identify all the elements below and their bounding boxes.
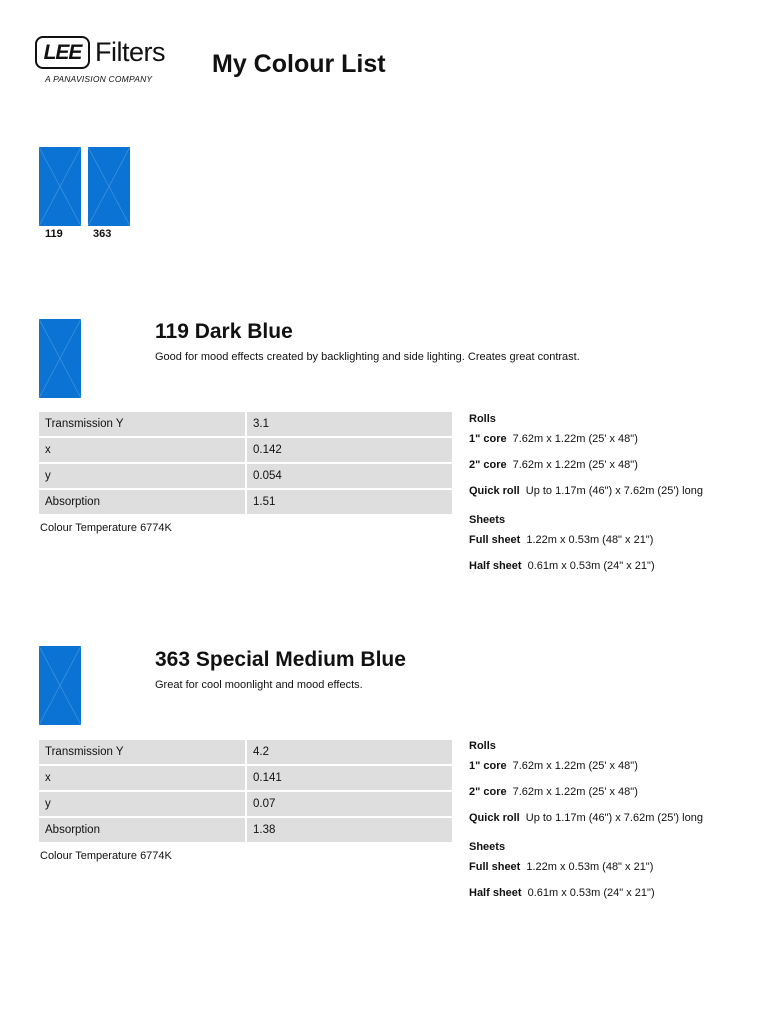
table-row [39, 490, 452, 514]
thumbnail-label-119: 119 [45, 228, 63, 240]
roll-spec-row [469, 485, 703, 497]
property-key: Transmission Y [39, 740, 247, 764]
property-value: 0.142 [247, 438, 452, 462]
spec-label: Half sheet [469, 560, 522, 572]
spec-value: 0.61m x 0.53m (24" x 21") [527, 887, 655, 899]
swatch-pattern-icon [39, 646, 81, 725]
property-key: y [39, 464, 247, 488]
colour-temperature: Colour Temperature 6774K [40, 522, 172, 534]
rolls-heading: Rolls [469, 740, 496, 752]
spec-label: Quick roll [469, 812, 520, 824]
spec-value: 0.61m x 0.53m (24" x 21") [527, 560, 655, 572]
filter-title: 363 Special Medium Blue [155, 648, 406, 671]
property-key: x [39, 766, 247, 790]
property-value: 3.1 [247, 412, 452, 436]
property-value: 0.141 [247, 766, 452, 790]
filter-title: 119 Dark Blue [155, 320, 293, 343]
spec-value: 1.22m x 0.53m (48" x 21") [526, 861, 654, 873]
sheet-spec-row [469, 861, 653, 873]
spec-label: Full sheet [469, 534, 521, 546]
table-row [39, 792, 452, 816]
sheets-heading: Sheets [469, 841, 506, 853]
property-value: 0.07 [247, 792, 452, 816]
thumbnail-swatch-119[interactable] [39, 147, 81, 226]
table-row [39, 818, 452, 842]
roll-spec-row [469, 459, 638, 471]
property-key: Absorption [39, 818, 247, 842]
sheet-spec-row [469, 887, 655, 899]
thumbnail-swatch-363[interactable] [88, 147, 130, 226]
spec-label: 1" core [469, 433, 507, 445]
swatch-pattern-icon [39, 319, 81, 398]
roll-spec-row [469, 786, 638, 798]
sheets-heading: Sheets [469, 514, 506, 526]
table-row [39, 740, 452, 764]
spec-label: 2" core [469, 786, 507, 798]
property-value: 1.38 [247, 818, 452, 842]
spec-label: Full sheet [469, 861, 521, 873]
spec-value: 7.62m x 1.22m (25' x 48") [512, 786, 638, 798]
swatch-pattern-icon [88, 147, 130, 226]
filter-properties-table [39, 410, 452, 516]
property-key: Absorption [39, 490, 247, 514]
spec-value: Up to 1.17m (46") x 7.62m (25') long [525, 812, 703, 824]
logo-tagline: A PANAVISION COMPANY [45, 74, 153, 84]
spec-value: 7.62m x 1.22m (25' x 48") [512, 459, 638, 471]
page-title: My Colour List [212, 50, 386, 78]
property-key: y [39, 792, 247, 816]
roll-spec-row [469, 760, 638, 772]
lee-filters-logo [35, 36, 185, 88]
spec-value: 7.62m x 1.22m (25' x 48") [512, 760, 638, 772]
logo-box-text: LEE [35, 36, 90, 69]
logo-word-text: Filters [95, 37, 165, 67]
table-row [39, 438, 452, 462]
spec-label: 1" core [469, 760, 507, 772]
property-key: Transmission Y [39, 412, 247, 436]
property-key: x [39, 438, 247, 462]
filter-swatch-119 [39, 319, 81, 398]
swatch-pattern-icon [39, 147, 81, 226]
spec-label: 2" core [469, 459, 507, 471]
spec-label: Quick roll [469, 485, 520, 497]
table-row [39, 464, 452, 488]
thumbnail-label-363: 363 [93, 228, 112, 240]
property-value: 4.2 [247, 740, 452, 764]
colour-temperature: Colour Temperature 6774K [40, 850, 172, 862]
filter-properties-table [39, 738, 452, 844]
roll-spec-row [469, 812, 703, 824]
spec-label: Half sheet [469, 887, 522, 899]
table-row [39, 412, 452, 436]
rolls-heading: Rolls [469, 413, 496, 425]
filter-swatch-363 [39, 646, 81, 725]
spec-value: 1.22m x 0.53m (48" x 21") [526, 534, 654, 546]
table-row [39, 766, 452, 790]
sheet-spec-row [469, 560, 655, 572]
roll-spec-row [469, 433, 638, 445]
property-value: 1.51 [247, 490, 452, 514]
filter-description: Great for cool moonlight and mood effects. [155, 679, 363, 691]
filter-description: Good for mood effects created by backlighting and side lighting. Creates great contrast. [155, 351, 580, 363]
property-value: 0.054 [247, 464, 452, 488]
sheet-spec-row [469, 534, 653, 546]
spec-value: 7.62m x 1.22m (25' x 48") [512, 433, 638, 445]
spec-value: Up to 1.17m (46") x 7.62m (25') long [525, 485, 703, 497]
